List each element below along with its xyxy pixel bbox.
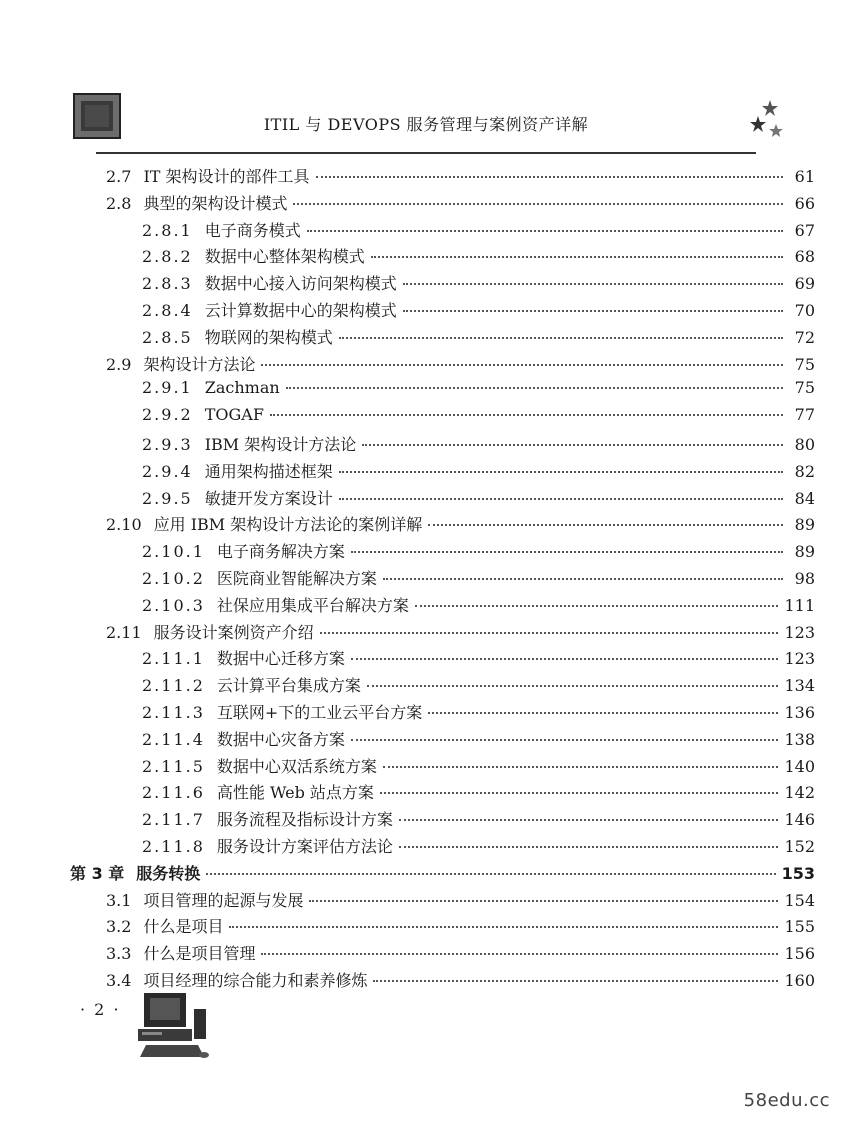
toc-entry-number: 2.8.5: [142, 327, 193, 347]
toc-entry-title: 云计算数据中心的架构模式: [204, 300, 397, 320]
toc-entry-number: 2.11.3: [142, 702, 205, 722]
toc-entry-title: 云计算平台集成方案: [216, 676, 361, 696]
toc-entry-number: 2.11.7: [142, 810, 205, 830]
toc-entry: [70, 352, 815, 379]
toc-entry: [70, 673, 815, 700]
stars-decoration-icon: [740, 98, 788, 146]
toc-entry-page: 146: [784, 810, 815, 830]
computer-icon: [132, 985, 214, 1067]
toc-entry-title: 应用 IBM 架构设计方法论的案例详解: [153, 515, 423, 535]
toc-entry-number: 2.10.3: [142, 595, 205, 615]
toc-entry-number: 3.3: [106, 944, 132, 964]
toc-entry-title: 电子商务解决方案: [216, 542, 345, 562]
toc-entry-title: 服务流程及指标设计方案: [216, 810, 393, 830]
toc-entry: [70, 620, 815, 647]
toc-entry-page: 111: [784, 595, 815, 615]
toc-entry-number: 2.9.3: [142, 434, 193, 454]
toc-entry-page: 152: [784, 836, 815, 856]
toc-entry-page: 154: [784, 890, 815, 910]
toc-entry-page: 153: [781, 863, 815, 883]
toc-entry-title: Zachman: [204, 378, 280, 398]
toc-entry-title: 高性能 Web 站点方案: [216, 783, 374, 803]
toc-entry-number: 2.7: [106, 167, 132, 186]
toc-entry-page: 136: [784, 702, 815, 722]
dot-leader: [307, 230, 783, 232]
toc-entry-page: 98: [794, 568, 815, 588]
dot-leader: [293, 203, 783, 205]
toc-entry-number: 2.9.4: [142, 461, 193, 481]
dot-leader: [270, 414, 783, 416]
toc-entry-title: 通用架构描述框架: [204, 461, 333, 481]
toc-entry: [70, 512, 815, 539]
toc-entry-number: 2.9.1: [142, 378, 193, 398]
toc-entry-page: 70: [794, 300, 815, 320]
running-header-title: ITIL 与 DEVOPS 服务管理与案例资产详解: [263, 115, 589, 134]
toc-entry-page: 84: [794, 488, 815, 508]
toc-entry: [70, 888, 815, 915]
toc-entry-page: 134: [784, 676, 815, 696]
dot-leader: [403, 283, 783, 285]
toc-entry: [70, 807, 815, 834]
toc-entry-number: 2.10: [106, 515, 142, 535]
toc-entry-title: IT 架构设计的部件工具: [143, 167, 310, 186]
toc-entry-page: 75: [794, 378, 815, 398]
dot-leader: [286, 387, 783, 389]
toc-entry-number: 3.1: [106, 890, 132, 910]
header-logo: [73, 93, 121, 139]
toc-entry: [70, 298, 815, 325]
toc-entry-number: 2.11.8: [142, 836, 205, 856]
toc-entry-page: 68: [794, 247, 815, 267]
dot-leader: [339, 471, 783, 473]
toc-entry-title: 服务设计方案评估方法论: [216, 836, 393, 856]
toc-entry: [70, 914, 815, 941]
toc-entry-number: 2.11.1: [142, 649, 205, 669]
toc-entry-page: 89: [794, 542, 815, 562]
toc-entry-page: 72: [794, 327, 815, 347]
toc-entry: [70, 941, 815, 968]
toc-entry-page: 156: [784, 944, 815, 964]
toc-entry-title: IBM 架构设计方法论: [204, 434, 357, 454]
toc-entry-title: 物联网的架构模式: [204, 327, 333, 347]
table-of-contents: [70, 164, 815, 995]
toc-entry-page: 142: [784, 783, 815, 803]
toc-entry-page: 66: [794, 193, 815, 213]
toc-entry: [70, 325, 815, 352]
toc-entry-title: 典型的架构设计模式: [143, 193, 288, 213]
toc-entry-title: 社保应用集成平台解决方案: [216, 595, 409, 615]
toc-entry-title: 什么是项目管理: [143, 944, 256, 964]
toc-entry-number: 3.2: [106, 917, 132, 937]
toc-entry-page: 80: [794, 434, 815, 454]
toc-entry: [70, 271, 815, 298]
toc-entry-number: 2.11.5: [142, 756, 205, 776]
toc-entry: [70, 861, 815, 888]
dot-leader: [339, 337, 783, 339]
toc-entry-title: 架构设计方法论: [143, 354, 256, 374]
toc-entry-page: 77: [794, 405, 815, 425]
toc-entry-title: 数据中心灾备方案: [216, 729, 345, 749]
toc-entry-number: 2.10.2: [142, 568, 205, 588]
toc-entry-page: 67: [794, 220, 815, 240]
toc-entry-page: 140: [784, 756, 815, 776]
dot-leader: [399, 846, 779, 848]
toc-entry-title: 敏捷开发方案设计: [204, 488, 333, 508]
toc-entry: [70, 539, 815, 566]
dot-leader: [371, 256, 783, 258]
toc-entry: [70, 834, 815, 861]
toc-entry-page: 89: [794, 515, 815, 535]
dot-leader: [399, 819, 779, 821]
watermark: 58edu.cc: [743, 1090, 830, 1111]
dot-leader: [403, 310, 783, 312]
dot-leader: [316, 176, 783, 178]
toc-entry: [70, 646, 815, 673]
dot-leader: [380, 792, 779, 794]
toc-entry-title: 电子商务模式: [204, 220, 301, 240]
toc-entry-number: 2.11.6: [142, 783, 205, 803]
toc-entry-page: 155: [784, 917, 815, 937]
toc-entry-page: 123: [784, 649, 815, 669]
page-number: · 2 ·: [80, 1000, 121, 1019]
dot-leader: [320, 632, 779, 634]
toc-entry-title: 数据中心迁移方案: [216, 649, 345, 669]
toc-entry: [70, 486, 815, 513]
toc-entry-number: 2.11.4: [142, 729, 205, 749]
toc-entry: [70, 244, 815, 271]
toc-entry: [70, 593, 815, 620]
dot-leader: [339, 498, 783, 500]
toc-entry-number: 2.8.1: [142, 220, 193, 240]
toc-entry: [70, 432, 815, 459]
toc-entry: [70, 700, 815, 727]
toc-entry-number: 2.9.5: [142, 488, 193, 508]
toc-entry-number: 3.4: [106, 970, 132, 990]
toc-entry-page: 123: [784, 622, 815, 642]
toc-entry-title: 数据中心接入访问架构模式: [204, 274, 397, 294]
toc-entry-number: 2.8.4: [142, 300, 193, 320]
toc-entry: [70, 566, 815, 593]
toc-entry-number: 2.10.1: [142, 542, 205, 562]
toc-entry-title: 项目管理的起源与发展: [143, 890, 304, 910]
toc-entry-page: 61: [794, 167, 815, 186]
toc-entry-number: 2.8.3: [142, 274, 193, 294]
toc-entry-title: 互联网+下的工业云平台方案: [216, 702, 423, 722]
dot-leader: [383, 766, 779, 768]
toc-entry: [70, 191, 815, 218]
dot-leader: [351, 658, 779, 660]
dot-leader: [261, 364, 783, 366]
toc-entry: [70, 405, 815, 432]
toc-entry-title: 项目经理的综合能力和素养修炼: [143, 970, 368, 990]
toc-entry: [70, 378, 815, 405]
toc-entry-title: TOGAF: [204, 405, 264, 425]
dot-leader: [351, 739, 779, 741]
toc-entry: [70, 218, 815, 245]
dot-leader: [383, 578, 783, 580]
dot-leader: [428, 524, 783, 526]
toc-entry: [70, 164, 815, 191]
dot-leader: [415, 605, 779, 607]
toc-entry-number: 2.9: [106, 354, 132, 374]
dot-leader: [367, 685, 779, 687]
toc-entry-title: 数据中心双活系统方案: [216, 756, 377, 776]
dot-leader: [373, 980, 778, 982]
toc-entry: [70, 727, 815, 754]
toc-entry-number: 2.8: [106, 193, 132, 213]
dot-leader: [351, 551, 783, 553]
toc-entry-page: 82: [794, 461, 815, 481]
toc-entry-title: 服务设计案例资产介绍: [153, 622, 314, 642]
toc-entry-page: 69: [794, 274, 815, 294]
toc-entry-page: 75: [794, 354, 815, 374]
dot-leader: [428, 712, 778, 714]
dot-leader: [206, 873, 775, 875]
toc-entry: [70, 459, 815, 486]
toc-entry-title: 医院商业智能解决方案: [216, 568, 377, 588]
toc-entry-page: 138: [784, 729, 815, 749]
dot-leader: [309, 900, 778, 902]
toc-entry-title: 什么是项目: [143, 917, 224, 937]
toc-entry-title: 数据中心整体架构模式: [204, 247, 365, 267]
toc-entry: [70, 780, 815, 807]
toc-entry-number: 2.8.2: [142, 247, 193, 267]
toc-entry-title: 服务转换: [136, 863, 201, 883]
toc-entry-number: 第 3 章: [70, 863, 125, 883]
header-rule: [96, 152, 756, 154]
toc-entry-number: 2.9.2: [142, 405, 193, 425]
dot-leader: [229, 926, 778, 928]
toc-entry-number: 2.11.2: [142, 676, 205, 696]
dot-leader: [261, 953, 778, 955]
toc-entry: [70, 754, 815, 781]
toc-entry-page: 160: [784, 970, 815, 990]
toc-entry-number: 2.11: [106, 622, 142, 642]
dot-leader: [362, 444, 783, 446]
